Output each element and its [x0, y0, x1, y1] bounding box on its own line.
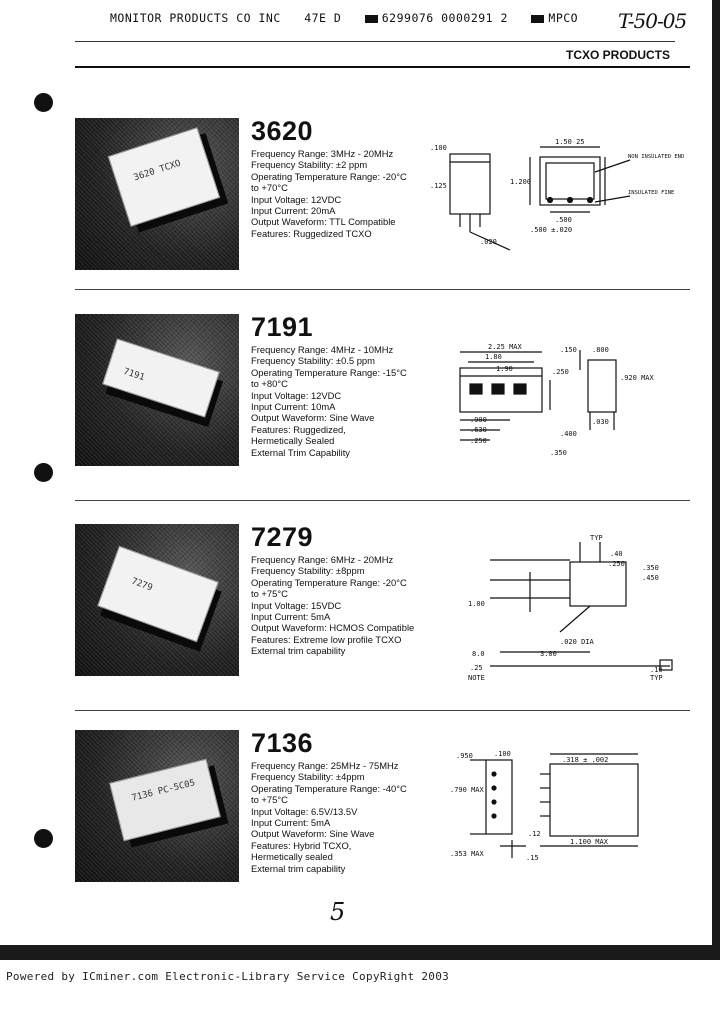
mechanical-drawing [430, 132, 690, 262]
dimension-label: .353 MAX [450, 850, 484, 858]
dimension-label: .030 [592, 418, 609, 426]
dimension-label: NON INSULATED END [628, 154, 685, 160]
page-number: 5 [330, 898, 346, 926]
photo-label: 3620 TCXO [132, 158, 183, 184]
dimension-label: .350 [550, 449, 567, 457]
spec-line: Input Voltage: 12VDC [251, 193, 342, 205]
dimension-label: 2.25 MAX [488, 343, 522, 351]
binder-hole [34, 829, 53, 848]
spec-line: External trim capability [251, 645, 346, 657]
section-divider [75, 710, 690, 711]
header-code: 47E D [304, 11, 342, 25]
dimension-label: 3.00 [540, 650, 557, 658]
product-7136 [75, 730, 690, 890]
doc-number: 6299076 0000291 2 [365, 11, 508, 25]
model-number: 7136 [251, 728, 314, 758]
dimension-label: .350 [642, 564, 659, 572]
mechanical-drawing [430, 532, 690, 682]
dimension-label: .920 MAX [620, 374, 654, 382]
scan-edge-right [712, 0, 720, 960]
dimension-label: .400 [560, 430, 577, 438]
spec-line: Output Waveform: Sine Wave [251, 412, 375, 424]
dimension-label: .10 [650, 666, 663, 674]
dimension-label: .250 [552, 368, 569, 376]
spec-line: Operating Temperature Range: -20°C [251, 170, 407, 182]
vendor-code: MPCO [531, 11, 578, 25]
mechanical-drawing [430, 748, 690, 878]
dimension-label: .125 [430, 182, 447, 190]
spec-line: Output Waveform: HCMOS Compatible [251, 622, 415, 634]
dimension-label: 1.90 [496, 365, 513, 373]
dimension-label: TYP [650, 674, 663, 682]
spec-line: Operating Temperature Range: -40°C [251, 782, 407, 794]
dimension-label: .150 [560, 346, 577, 354]
dimension-label: .630 [470, 426, 487, 434]
footer-credit: Powered by ICminer.com Electronic-Library Service CopyRight 2003 [6, 970, 450, 983]
dimension-label: .900 [470, 416, 487, 424]
dimension-label: 1.100 MAX [570, 838, 608, 846]
spec-line: Input Current: 20mA [251, 205, 336, 217]
spec-line: to +75°C [251, 794, 288, 806]
handwritten-annotation: T-50-05 [618, 9, 687, 33]
spec-line: Frequency Stability: ±8ppm [251, 565, 365, 577]
spec-line: to +80°C [251, 378, 288, 390]
dimension-label: .250 [608, 560, 625, 568]
spec-line: Input Current: 5mA [251, 817, 331, 829]
spec-line: Input Current: 10mA [251, 401, 336, 413]
dimension-label: 1.80 [485, 353, 502, 361]
dimension-label: .020 DIA [560, 638, 594, 646]
binder-hole [34, 93, 53, 112]
dimension-label: .15 [526, 854, 539, 862]
spec-line: Input Current: 5mA [251, 611, 331, 623]
dimension-label: .100 [430, 144, 447, 152]
company-name: MONITOR PRODUCTS CO INC [110, 11, 281, 25]
spec-line: Features: Ruggedized TCXO [251, 227, 372, 239]
dimension-label: .40 [610, 550, 623, 558]
dimension-label: .250 [470, 437, 487, 445]
spec-line: Features: Hybrid TCXO, [251, 839, 352, 851]
dimension-label: .318 ± .002 [562, 756, 609, 764]
dimension-label: .020 [480, 238, 497, 246]
photo-label: 7136 PC-5C05 [130, 778, 197, 804]
spec-line: Frequency Range: 3MHz - 20MHz [251, 148, 394, 159]
spec-line: Frequency Range: 4MHz - 10MHz [251, 344, 394, 355]
dimension-label: .500 ±.020 [530, 226, 573, 234]
spec-line: Frequency Range: 6MHz - 20MHz [251, 554, 394, 565]
spec-line: Hermetically sealed [251, 851, 333, 863]
model-number: 7279 [251, 522, 314, 552]
product-7191 [75, 314, 690, 474]
spec-line: Output Waveform: TTL Compatible [251, 216, 396, 228]
spec-line: Output Waveform: Sine Wave [251, 828, 375, 840]
mechanical-drawing [430, 340, 690, 470]
section-divider [75, 500, 690, 501]
photo-label: 7279 [129, 576, 154, 594]
dimension-label: .450 [642, 574, 659, 582]
section-divider [75, 289, 690, 290]
header-rule [75, 41, 675, 42]
dimension-label: 1.200 [510, 178, 532, 186]
spec-line: Frequency Range: 25MHz - 75MHz [251, 760, 399, 771]
spec-line: Frequency Stability: ±4ppm [251, 771, 365, 783]
dimension-label: .790 MAX [450, 786, 484, 794]
spec-line: to +75°C [251, 588, 288, 600]
spec-line: Input Voltage: 15VDC [251, 599, 342, 611]
binder-hole [34, 463, 53, 482]
dimension-label: .950 [456, 752, 473, 760]
dimension-label: 1.00 [468, 600, 485, 608]
product-photo [75, 118, 239, 270]
dimension-label: TYP [590, 534, 603, 542]
dimension-label: .12 [528, 830, 541, 838]
section-title: TCXO PRODUCTS [566, 48, 671, 62]
spec-line: External Trim Capability [251, 446, 350, 458]
spec-line: Operating Temperature Range: -20°C [251, 576, 407, 588]
spec-line: to +70°C [251, 182, 288, 194]
dimension-label: .25 [470, 664, 483, 672]
spec-line: Features: Extreme low profile TCXO [251, 633, 402, 645]
dimension-label: NOTE [468, 674, 485, 682]
spec-line: Frequency Stability: ±2 ppm [251, 159, 368, 171]
product-photo [75, 314, 239, 466]
spec-line: Hermetically Sealed [251, 435, 335, 447]
title-rule [75, 66, 690, 68]
dimension-label: 1.50 25 [555, 138, 585, 146]
spec-line: Operating Temperature Range: -15°C [251, 366, 407, 378]
model-number: 7191 [251, 312, 314, 342]
product-photo [75, 730, 239, 882]
dimension-label: INSULATED FINE [628, 190, 675, 196]
dimension-label: .100 [494, 750, 511, 758]
spec-list [251, 344, 407, 458]
dimension-label: .500 [555, 216, 572, 224]
spec-line: Frequency Stability: ±0.5 ppm [251, 355, 375, 367]
scan-edge-bottom [0, 945, 720, 960]
scan-header [110, 11, 594, 25]
model-number: 3620 [251, 116, 314, 146]
spec-line: Input Voltage: 12VDC [251, 389, 342, 401]
spec-list [251, 760, 407, 874]
dimension-label: 8.0 [472, 650, 485, 658]
product-7279 [75, 524, 690, 684]
product-photo [75, 524, 239, 676]
product-3620 [75, 118, 690, 278]
spec-line: External trim capability [251, 862, 346, 874]
dimension-label: .800 [592, 346, 609, 354]
spec-list [251, 148, 407, 239]
spec-line: Features: Ruggedized, [251, 423, 346, 435]
spec-line: Input Voltage: 6.5V/13.5V [251, 805, 358, 817]
spec-list [251, 554, 414, 657]
photo-label: 7191 [121, 366, 146, 384]
